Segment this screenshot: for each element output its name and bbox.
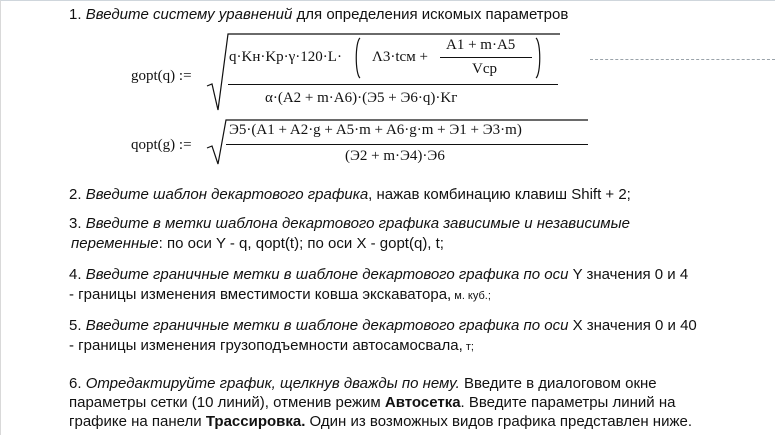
instruction-step-6-line-2: параметры сетки (10 линий), отменив режим Автосетка. Введите параметры линий на [69, 394, 676, 411]
formula-gopt-fraction-bar [228, 84, 558, 85]
instruction-step-6-line-1: 6. Отредактируйте график, щелкнув дважды по нему. Введите в диалоговом окне [69, 375, 657, 392]
instruction-step-5-line-2: - границы изменения грузоподъемности автосамосвала, т; [69, 337, 474, 354]
formula-gopt-inner-top: A1 + m·A5 [446, 37, 516, 53]
instruction-step-4-line-1: 4. Введите граничные метки в шаблоне декартового графика по оси Y значения 0 и 4 [69, 266, 689, 283]
instruction-step-3-line-2: переменные: по оси Y - q, qopt(t); по оси X - gopt(q), t; [71, 235, 444, 252]
formula-qopt-den: (Э2 + m·Э4)·Э6 [345, 148, 445, 164]
region-divider [590, 59, 775, 60]
formula-qopt-fraction-bar [226, 144, 588, 145]
instruction-step-3-line-1: 3. Введите в метки шаблона декартового графика зависимые и независимые [69, 215, 630, 232]
formula-gopt-inner-bottom: Vср [472, 61, 497, 77]
instruction-step-5-line-1: 5. Введите граничные метки в шаблоне декартового графика по оси X значения 0 и 40 [69, 317, 697, 334]
formula-gopt-den: α·(A2 + m·A6)·(Э5 + Э6·q)·Kг [265, 90, 458, 106]
formula-gopt-inner-fraction-bar [440, 57, 532, 58]
formula-qopt[interactable] [0, 114, 600, 174]
instruction-step-6-line-3: графике на панели Трассировка. Один из возможных видов графика представлен ниже. [69, 413, 693, 430]
formula-qopt-num: Э5·(A1 + A2·g + A5·m + A6·g·m + Э1 + Э3·m) [229, 122, 522, 138]
formula-qopt-lhs: qopt(g) := [131, 137, 192, 153]
instruction-step-1: 1. Введите систему уравнений для определения искомых параметров [69, 6, 569, 23]
instruction-step-2: 2. Введите шаблон декартового графика, нажав комбинацию клавиш Shift + 2; [69, 186, 631, 203]
formula-gopt-num-left: q·Kн·Kр·γ·120·L· [229, 49, 342, 65]
formula-gopt-inner-left: Λ3·tсм + [372, 49, 428, 65]
formula-gopt-lhs: gopt(q) := [131, 68, 192, 84]
instruction-step-4-line-2: - границы изменения вместимости ковша экскаватора, м. куб.; [69, 286, 491, 303]
formula-gopt[interactable] [0, 0, 600, 130]
